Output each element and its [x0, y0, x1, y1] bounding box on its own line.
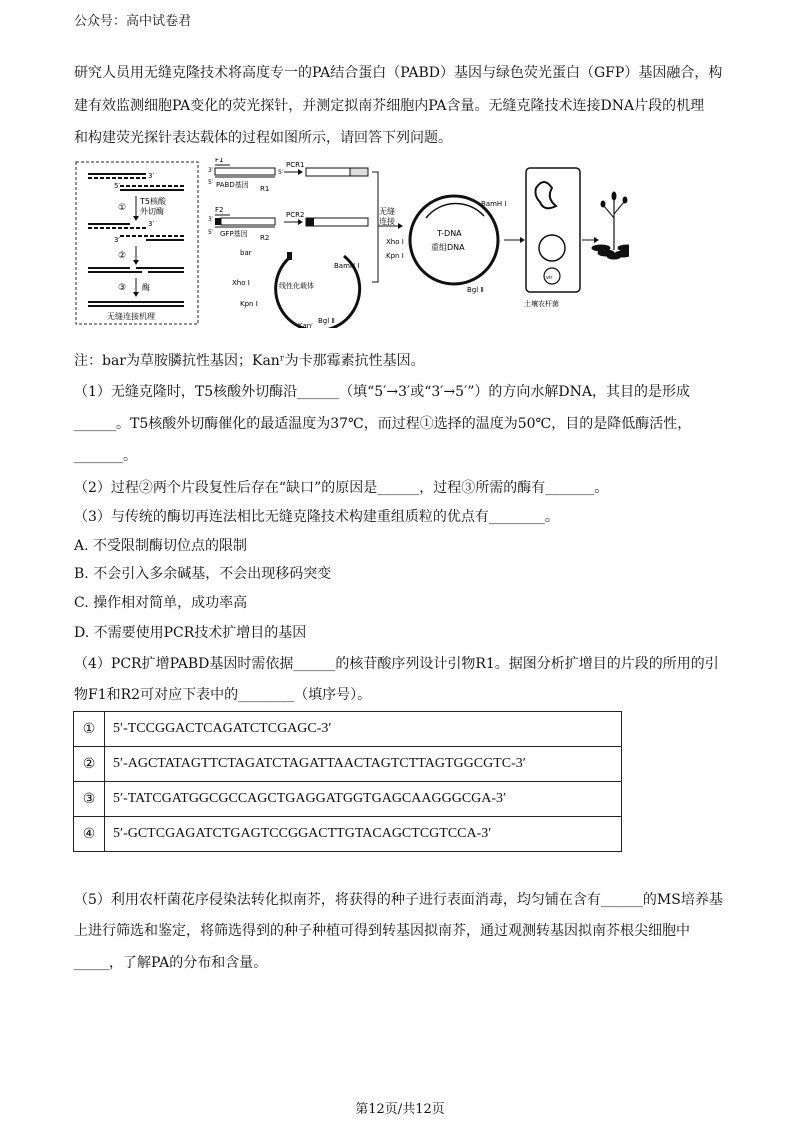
svg-text:bar: bar	[240, 249, 252, 257]
table-row	[74, 817, 622, 852]
svg-text:连接: 连接	[379, 217, 395, 226]
primer-table	[73, 711, 622, 852]
mechanism-box	[76, 162, 198, 324]
intro-line-1: 研究人员用无缝克隆技术将高度专一的PA结合蛋白（PABD）基因与绿色荧光蛋白（GFP）基因融合，构	[74, 65, 723, 81]
intro-line-2: 建有效监测细胞PA变化的荧光探针，并测定拟南芥细胞内PA含量。无缝克隆技术连接DNA片段的机理	[74, 98, 705, 114]
svg-text:3′: 3′	[148, 220, 155, 228]
svg-text:Xho Ⅰ: Xho Ⅰ	[386, 238, 404, 246]
svg-text:T5核酸: T5核酸	[140, 197, 166, 206]
pabd-gene-label: PABD基因	[216, 181, 249, 189]
svg-text:外切酶: 外切酶	[140, 207, 164, 216]
svg-text:5′: 5′	[278, 169, 284, 176]
linear-vector-label: 线性化载体	[279, 282, 314, 290]
page-number: 第12页/共12页	[355, 1102, 445, 1117]
svg-text:无缝: 无缝	[379, 207, 395, 216]
svg-text:5′: 5′	[208, 229, 214, 236]
tdna-label: T-DNA	[437, 229, 462, 238]
svg-text:BamH Ⅰ: BamH Ⅰ	[334, 262, 360, 270]
q5-line-3: _____，了解PA的分布和含量。	[74, 955, 268, 971]
intro-line-3: 和构建荧光探针表达载体的过程如图所示，请回答下列问题。	[74, 130, 452, 146]
option-a: A. 不受限制酶切位点的限制	[74, 538, 248, 554]
arabidopsis-plant-icon	[592, 192, 629, 259]
svg-text:Kpn Ⅰ: Kpn Ⅰ	[240, 300, 258, 308]
step1-label: ①	[118, 203, 127, 213]
svg-text:Xho Ⅰ: Xho Ⅰ	[232, 279, 250, 287]
primer-sequence: 5′-GCTCGAGATCTGAGTCCGGACTTGTACAGCTCGTCCA-3′	[105, 817, 622, 852]
primer-sequence: 5′-AGCTATAGTTCTAGATCTAGATTAACTAGTCTTAGTGGCGTC-3′	[105, 747, 622, 782]
svg-text:Kanʳ: Kanʳ	[298, 322, 314, 328]
row-number: ③	[74, 782, 105, 817]
svg-text:5′: 5′	[114, 182, 121, 190]
q2-text: （2）过程②两个片段复性后存在“缺口”的原因是______，过程③所需的酶有_______。	[74, 480, 609, 496]
svg-text:R1: R1	[260, 185, 270, 193]
q4-line-2: 物F1和R2可对应下表中的________（填序号）。	[74, 687, 372, 703]
svg-text:vir: vir	[546, 275, 553, 281]
svg-text:Kpn Ⅰ: Kpn Ⅰ	[386, 252, 404, 260]
table-row	[74, 747, 622, 782]
svg-text:酶: 酶	[142, 283, 150, 292]
step3-label: ③	[118, 283, 127, 293]
svg-text:BamH Ⅰ: BamH Ⅰ	[481, 200, 507, 208]
recombinant-dna-label: 重组DNA	[431, 243, 465, 252]
q1-line-3: _______。	[74, 448, 137, 464]
figure-note: 注：bar为草胺膦抗性基因；Kanʳ为卡那霉素抗性基因。	[74, 353, 425, 369]
table-row	[74, 712, 622, 747]
svg-text:3′: 3′	[208, 216, 214, 223]
mechanism-box-label: 无缝连接机理	[107, 312, 155, 321]
svg-text:PCR2: PCR2	[286, 211, 305, 219]
svg-text:F2: F2	[215, 206, 224, 214]
svg-text:PCR1: PCR1	[286, 161, 305, 169]
cloning-diagram	[74, 158, 629, 328]
svg-text:Bgl Ⅱ: Bgl Ⅱ	[467, 286, 484, 294]
agrobacterium-label: 土壤农杆菌	[524, 300, 559, 308]
primer-sequence: 5′-TATCGATGGCGCCAGCTGAGGATGGTGAGCAAGGGCGA-3′	[105, 782, 622, 817]
q5-line-1: （5）利用农杆菌花序侵染法转化拟南芥，将获得的种子进行表面消毒，均匀铺在含有______的MS培养基	[74, 892, 723, 908]
q1-line-2: ______。T5核酸外切酶催化的最适温度为37℃，而过程①选择的温度为50℃，目的是降低酶活性，	[74, 416, 692, 432]
svg-text:5′: 5′	[208, 179, 214, 186]
step2-label: ②	[118, 251, 127, 261]
option-b: B. 不会引入多余碱基，不会出现移码突变	[74, 566, 332, 582]
svg-text:Bgl Ⅱ: Bgl Ⅱ	[318, 317, 335, 325]
gfp-gene-label: GFP基因	[220, 230, 248, 238]
row-number: ①	[74, 712, 105, 747]
svg-text:F1: F1	[215, 158, 224, 164]
source-header: 公众号：高中试卷君	[74, 14, 192, 29]
q4-line-1: （4）PCR扩增PABD基因时需依据______的核苷酸序列设计引物R1。据图分析扩增目的片段的所用的引	[74, 656, 719, 672]
svg-text:3′: 3′	[208, 167, 214, 174]
svg-text:R2: R2	[260, 234, 270, 242]
option-c: C. 操作相对简单，成功率高	[74, 595, 248, 611]
svg-text:3′: 3′	[114, 236, 121, 244]
primer-sequence: 5′-TCCGGACTCAGATCTCGAGC-3′	[105, 712, 622, 747]
q5-line-2: 上进行筛选和鉴定，将筛选得到的种子种植可得到转基因拟南芥，通过观测转基因拟南芥根尖细胞中	[74, 923, 690, 939]
row-number: ②	[74, 747, 105, 782]
option-d: D. 不需要使用PCR技术扩增目的基因	[74, 625, 307, 641]
table-row	[74, 782, 622, 817]
row-number: ④	[74, 817, 105, 852]
q1-line-1: （1）无缝克隆时，T5核酸外切酶沿______（填“5′→3′或“3′→5′”）的方向水解DNA，其目的是形成	[74, 384, 691, 400]
q3-text: （3）与传统的酶切再连法相比无缝克隆技术构建重组质粒的优点有________。	[74, 509, 559, 525]
svg-text:3′: 3′	[148, 172, 155, 180]
